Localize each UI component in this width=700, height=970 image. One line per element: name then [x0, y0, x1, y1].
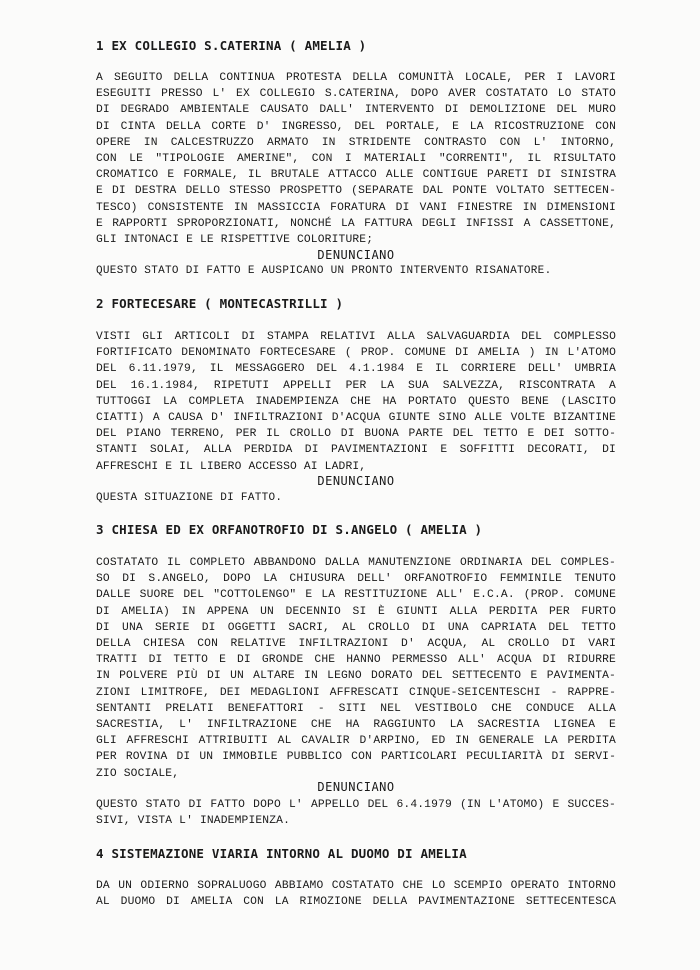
- section-1-denunciano: [96, 248, 616, 262]
- closing-text: QUESTA SITUAZIONE DI FATTO.: [96, 492, 283, 504]
- denunciano-label: DENUNCIANO: [317, 780, 395, 794]
- text-line: SACRESTIA, L' INFILTRAZIONE CHE HA RAGGIUNTO LA SACRESTIA LIGNEA E: [96, 719, 616, 732]
- closing-paragraph: [96, 797, 616, 829]
- text-line: DI UNA SERIE DI OGGETTI SACRI, AL CROLLO DI UNA CAPRIATA DEL TETTO: [96, 621, 616, 634]
- text-line: CON LE "TIPOLOGIE AMERINE", CON I MATERIALI "CORRENTI", IL RISULTATO: [96, 153, 616, 166]
- text-line: A SEGUITO DELLA CONTINUA PROTESTA DELLA COMUNITÀ LOCALE, PER I LAVORI: [96, 72, 616, 84]
- text-line: DALLE SUORE DEL "COTTOLENGO" E LA RESTITUZIONE ALL' E.C.A. (PROP. COMUNE: [96, 589, 616, 602]
- text-line: DI CINTA DELLA CORTE D' INGRESSO, DEL PORTALE, E LA RICOSTRUZIONE CON: [96, 120, 616, 133]
- section-1-closing: [96, 265, 616, 277]
- text-line: ZIONI LIMITROFE, DEI MEDAGLIONI AFFRESCATI CINQUE-SEICENTESCHI - RAPPRE-: [96, 686, 616, 699]
- paragraph: [96, 329, 616, 475]
- section-2-denunciano: [96, 474, 616, 488]
- section-4: [96, 846, 616, 861]
- section-heading: 3 CHIESA ED EX ORFANOTROFIO DI S.ANGELO ( AMELIA ): [96, 522, 483, 537]
- text-line: IN POLVERE PIÙ DI UN ALTARE IN LEGNO DORATO DEL SETTECENTO E PAVIMENTA-: [96, 670, 616, 683]
- text-line: AFFRESCHI E IL LIBERO ACCESSO AI LADRI,: [96, 460, 367, 473]
- section-3: [96, 522, 616, 537]
- text-line: CROMATICO E FORMALE, IL BRUTALE ATTACCO ALLE CONTIGUE PARETI DI SINISTRA: [96, 169, 616, 182]
- denunciano-label: DENUNCIANO: [317, 248, 395, 262]
- text-line: CIATTI) A CAUSA D' INFILTRAZIONI D'ACQUA GIUNTE SINO ALLE VOLTE BIZANTINE: [96, 412, 616, 425]
- text-line: TUTTOGGI LA COMPLETA INADEMPIENZA CHE HA PORTATO QUESTO BENE (LASCITO: [96, 395, 616, 408]
- text-line: DI AMELIA) IN APPENA UN DECENNIO SI È GIUNTI ALLA PERDITA PER FURTO: [96, 605, 616, 618]
- section-3-denunciano: [96, 780, 616, 794]
- section-1: [96, 38, 616, 53]
- text-line: DA UN ODIERNO SOPRALUOGO ABBIAMO COSTATATO CHE LO SCEMPIO OPERATO INTORNO: [96, 880, 616, 892]
- text-line: COSTATATO IL COMPLETO ABBANDONO DALLA MANUTENZIONE ORDINARIA DEL COMPLES-: [96, 557, 616, 569]
- denunciano-label: DENUNCIANO: [317, 474, 395, 488]
- section-2-closing: [96, 492, 616, 504]
- text-line: DEL 16.1.1984, RIPETUTI APPELLI PER LA SUA SALVEZZA, RISCONTRATA A: [96, 379, 616, 392]
- paragraph: [96, 555, 616, 782]
- text-line: FORTIFICATO DENOMINATO FORTECESARE ( PROP. COMUNE DI AMELIA ) IN L'ATOMO: [96, 347, 616, 360]
- text-line: DI DEGRADO AMBIENTALE CAUSATO DALL' INTERVENTO DI DEMOLIZIONE DEL MURO: [96, 104, 616, 117]
- section-1-body: [96, 70, 616, 248]
- section-3-closing: [96, 797, 616, 829]
- text-line: GLI INTONACI E LE RISPETTIVE COLORITURE;: [96, 234, 374, 247]
- text-line: E DI DESTRA DELLO STESSO PROSPETTO (SEPARATE DAL PONTE VOLTATO SETTECEN-: [96, 185, 616, 198]
- section-2: [96, 296, 616, 311]
- text-line: STANTI SOLAI, ALLA PERDIDA DI PAVIMENTAZIONI E SOFFITTI DECORATI, DI: [96, 444, 616, 457]
- text-line: AL DUOMO DI AMELIA CON LA RIMOZIONE DELLA PAVIMENTAZIONE SETTECENTESCA: [96, 896, 616, 909]
- section-heading: 4 SISTEMAZIONE VIARIA INTORNO AL DUOMO DI AMELIA: [96, 846, 467, 861]
- section-3-body: [96, 555, 616, 782]
- text-line: SIVI, VISTA L' INADEMPIENZA.: [96, 815, 291, 828]
- text-line: DEL PIANO TERRENO, PER IL CROLLO DI BUONA PARTE DEL TETTO E DEI SOTTO-: [96, 428, 616, 441]
- text-line: SO DI S.ANGELO, DOPO LA CHIUSURA DELL' ORFANOTROFIO FEMMINILE TENUTO: [96, 573, 616, 586]
- text-line: E RAPPORTI SPROPORZIONATI, NONCHÉ LA FATTURA DEGLI INFISSI A CASSETTONE,: [96, 217, 616, 230]
- text-line: PER ROVINA DI UN IMMOBILE PUBBLICO CON PARTICOLARI PECULIARITÀ DI SERVI-: [96, 751, 616, 764]
- text-line: TESCO) CONSISTENTE IN MASSICCIA FORATURA DI VANI FINESTRE IN DIMENSIONI: [96, 201, 616, 214]
- text-line: SENTANTI PRELATI BENEFATTORI - SITI NEL VESTIBOLO CHE CONDUCE ALLA: [96, 702, 616, 715]
- paragraph: [96, 70, 616, 248]
- text-line: OPERE IN CALCESTRUZZO ARMATO IN STRIDENTE CONTRASTO CON L' INTORNO,: [96, 136, 616, 149]
- text-line: DEL 6.11.1979, IL MESSAGGERO DEL 4.1.1984 E IL CORRIERE DELL' UMBRIA: [96, 363, 616, 376]
- text-line: TRATTI DI TETTO E DI GRONDE CHE HANNO PERMESSO ALL' ACQUA DI RIDURRE: [96, 654, 616, 667]
- text-line: ZIO SOCIALE,: [96, 767, 180, 780]
- section-4-body: [96, 878, 616, 910]
- section-heading: 2 FORTECESARE ( MONTECASTRILLI ): [96, 296, 344, 311]
- section-2-body: [96, 329, 616, 475]
- paragraph: [96, 878, 616, 910]
- text-line: ESEGUITI PRESSO L' EX COLLEGIO S.CATERINA, DOPO AVER COSTATATO LO STATO: [96, 88, 616, 101]
- text-line: GLI AFFRESCHI ATTRIBUITI AL CAVALIR D'ARPINO, ED IN GENERALE LA PERDITA: [96, 735, 616, 748]
- section-heading: 1 EX COLLEGIO S.CATERINA ( AMELIA ): [96, 38, 367, 53]
- text-line: DELLA CHIESA CON RELATIVE INFILTRAZIONI D' ACQUA, AL CROLLO DI VARI: [96, 638, 616, 651]
- closing-text: QUESTO STATO DI FATTO E AUSPICANO UN PRONTO INTERVENTO RISANATORE.: [96, 265, 552, 277]
- text-line: VISTI GLI ARTICOLI DI STAMPA RELATIVI ALLA SALVAGUARDIA DEL COMPLESSO: [96, 331, 616, 343]
- text-line: QUESTO STATO DI FATTO DOPO L' APPELLO DEL 6.4.1979 (IN L'ATOMO) E SUCCES-: [96, 799, 616, 811]
